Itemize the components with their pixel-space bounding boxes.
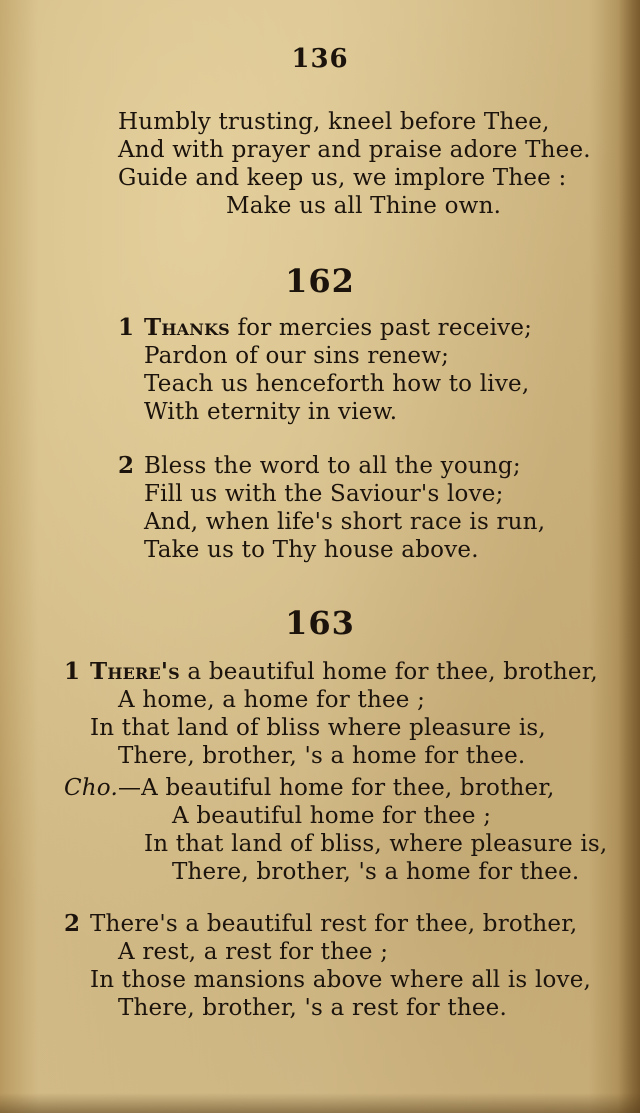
verse-number: 1: [118, 314, 135, 341]
hymn-line: In that land of bliss where pleasure is,: [90, 715, 546, 741]
verse-first-line: [144, 314, 532, 342]
verse-first-line: There's a beautiful rest for thee, brother,: [90, 911, 578, 937]
hymn-line: Teach us henceforth how to live,: [144, 371, 530, 397]
hymn-number-163: 163: [285, 604, 355, 642]
page-number: 136: [291, 44, 349, 74]
hymn-line: Make us all Thine own.: [226, 193, 502, 219]
hymn-line: Fill us with the Saviour's love;: [144, 481, 504, 507]
hymn-line: And, when life's short race is run,: [144, 509, 546, 535]
chorus-first-line-text: —A beautiful home for thee, brother,: [117, 775, 555, 801]
verse-first-word: There's: [90, 658, 180, 685]
verse-first-word: Thanks: [144, 314, 230, 341]
hymn-line: A rest, a rest for thee ;: [118, 939, 389, 965]
hymn-line: A beautiful home for thee ;: [172, 803, 492, 829]
verse-number: 2: [64, 910, 81, 937]
hymn-line: In that land of bliss, where pleasure is,: [144, 831, 608, 857]
hymn-line: There, brother, 's a rest for thee.: [118, 995, 507, 1021]
hymn-line: In those mansions above where all is love,: [90, 967, 592, 993]
chorus-first-line: [64, 774, 555, 802]
verse-number: 1: [64, 658, 81, 685]
chorus-label: Cho.: [64, 775, 118, 801]
verse-first-line: Bless the word to all the young;: [144, 453, 521, 479]
page-bottom-shadow: [0, 1093, 640, 1113]
hymn-number-162: 162: [285, 262, 355, 300]
hymn-line: Pardon of our sins renew;: [144, 343, 450, 369]
hymn-line: There, brother, 's a home for thee.: [118, 743, 526, 769]
hymn-line: And with prayer and praise adore Thee.: [118, 137, 591, 163]
verse-number: 2: [118, 452, 135, 479]
hymn-line: There, brother, 's a home for thee.: [172, 859, 580, 885]
hymn-line: Guide and keep us, we implore Thee :: [118, 165, 567, 191]
hymn-line: Humbly trusting, kneel before Thee,: [118, 109, 550, 135]
verse-first-line-rest: a beautiful home for thee, brother,: [179, 659, 598, 685]
hymn-line: Take us to Thy house above.: [144, 537, 479, 563]
hymn-line: With eternity in view.: [144, 399, 398, 425]
verse-first-line: [90, 658, 598, 686]
page-edge-shadow: [618, 0, 640, 1113]
hymn-line: A home, a home for thee ;: [118, 687, 426, 713]
verse-first-line-rest: for mercies past receive;: [229, 315, 533, 341]
